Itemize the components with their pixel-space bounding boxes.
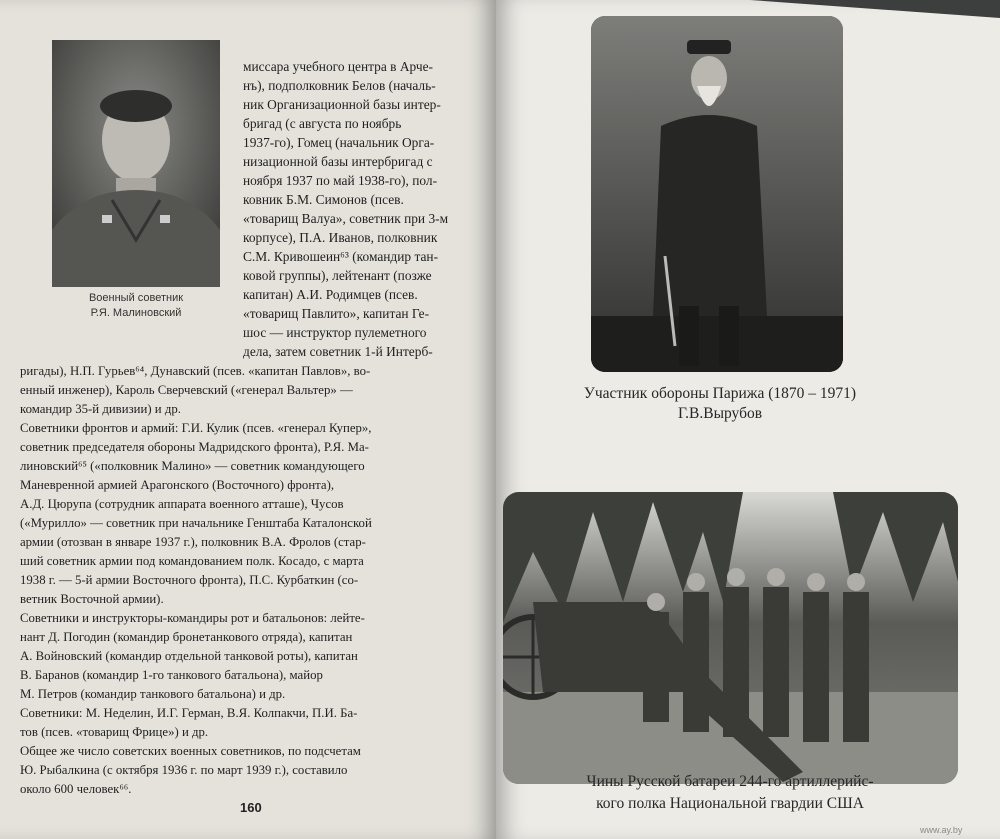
- text-line: ковой группы), лейтенант (позже: [243, 268, 432, 283]
- photo-caption-top-line-1: Участник обороны Парижа (1870 – 1971): [583, 385, 857, 402]
- photo-caption-top-line-2: Г.В.Вырубов: [677, 405, 763, 422]
- text-line: нъ), подполковник Белов (началь-: [243, 78, 436, 93]
- text-line: низационной базы интербригад с: [243, 154, 433, 169]
- watermark: www.ay.by: [920, 825, 963, 835]
- text-line: Маневренной армией Арагонского (Восточного) фронта),: [20, 478, 335, 492]
- text-line: около 600 человек⁶⁶.: [20, 782, 132, 796]
- photo-caption-bottom-line-1: Чины Русской батареи 244-го артиллерийс-: [586, 773, 874, 790]
- photo-caption-bottom-line-2: кого полка Национальной гвардии США: [596, 795, 864, 812]
- battery-group-photo: [503, 492, 958, 784]
- portrait-photo-vyrubov: [591, 16, 843, 372]
- text-line: ригады), Н.П. Гурьев⁶⁴, Дунавский (псев. «капитан Павлов», во-: [20, 364, 371, 378]
- text-line: 1938 г. — 5-й армии Восточного фронта), П.С. Курбаткин (со-: [20, 573, 359, 587]
- text-line: бригад (с августа по ноябрь: [243, 116, 402, 131]
- text-line: миссара учебного центра в Арче-: [243, 59, 433, 74]
- text-line: Советники фронтов и армий: Г.И. Кулик (псев. «генерал Купер»,: [20, 421, 372, 435]
- text-line: В. Баранов (командир 1-го танкового батальона), майор: [20, 668, 323, 682]
- text-line: А.Д. Цюрупа (сотрудник аппарата военного атташе), Чусов: [20, 497, 344, 511]
- page-number: 160: [240, 800, 262, 815]
- text-line: Ю. Рыбалкина (с октября 1936 г. по март 1939 г.), составило: [20, 763, 348, 777]
- text-line: линовский⁶⁵ («полковник Малино» — советник командующего: [20, 459, 365, 473]
- photo-caption-line-1: Военный советник: [88, 292, 184, 304]
- text-line: С.М. Кривошеин⁶³ (командир тан-: [243, 249, 439, 264]
- text-line: капитан) А.И. Родимцев (псев.: [243, 287, 418, 302]
- text-line: Советники и инструкторы-командиры рот и батальонов: лейте-: [20, 611, 365, 625]
- text-line: «товарищ Валуа», советник при 3-м: [243, 211, 449, 226]
- text-line: ник Организационной базы интер-: [243, 97, 441, 112]
- text-line: («Мурилло» — советник при начальнике Генштаба Каталонской: [20, 516, 372, 530]
- text-line: енный инженер), Кароль Сверчевский («генерал Вальтер» —: [20, 383, 353, 397]
- text-line: ноября 1937 по май 1938-го), пол-: [243, 173, 438, 188]
- text-line: 1937-го), Гомец (начальник Орга-: [243, 135, 435, 150]
- text-line: нант Д. Погодин (командир бронетанкового отряда), капитан: [20, 630, 353, 644]
- text-line: М. Петров (командир танкового батальона) и др.: [20, 687, 286, 701]
- text-line: тов (псев. «товарищ Фрице») и др.: [20, 725, 209, 739]
- text-line: корпусе), П.А. Иванов, полковник: [243, 230, 438, 245]
- text-line: командир 35-й дивизии) и др.: [20, 402, 181, 416]
- text-line: ветник Восточной армии).: [20, 592, 164, 606]
- text-line: армии (отозван в январе 1937 г.), полковник В.А. Фролов (стар-: [20, 535, 366, 549]
- text-line: А. Войновский (командир отдельной танковой роты), капитан: [20, 649, 358, 663]
- text-line: ший советник армии под командованием полк. Косадо, с марта: [20, 554, 364, 568]
- text-line: ковник Б.М. Симонов (псев.: [243, 192, 404, 207]
- text-line: дела, затем советник 1-й Интерб-: [243, 344, 433, 359]
- text-line: шос — инструктор пулеметного: [243, 325, 427, 340]
- portrait-photo-malinovsky: [52, 40, 220, 287]
- text-line: Общее же число советских военных советников, по подсчетам: [20, 744, 361, 758]
- text-line: Советники: М. Неделин, И.Г. Герман, В.Я. Колпакчи, П.И. Ба-: [20, 706, 358, 720]
- photo-caption-line-2: Р.Я. Малиновский: [90, 307, 182, 319]
- text-line: советник председателя обороны Мадридского фронта), Р.Я. Ма-: [20, 440, 369, 454]
- text-line: «товарищ Павлито», капитан Ге-: [243, 306, 430, 321]
